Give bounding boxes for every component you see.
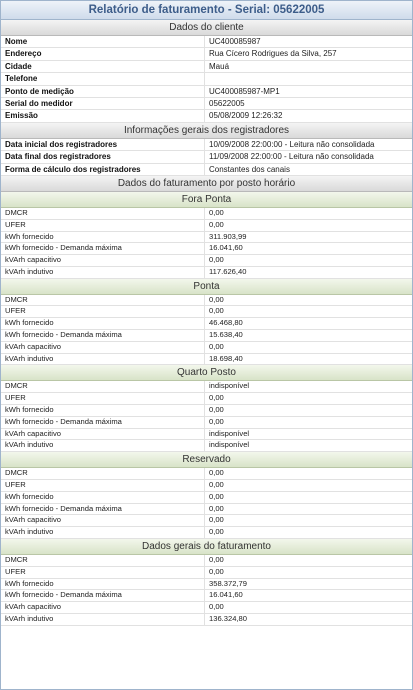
row-value: 46.468,80 — [209, 318, 243, 328]
table-row — [1, 354, 412, 366]
row-label: Cidade — [1, 61, 205, 72]
row-value: 358.372,79 — [209, 578, 248, 588]
row-label: Ponto de medição — [1, 86, 205, 97]
row-label: kWh fornecido - Demanda máxima — [1, 590, 205, 601]
table-row — [1, 417, 412, 429]
row-label: Telefone — [1, 73, 205, 84]
table-row — [1, 504, 412, 516]
row-label: UFER — [1, 393, 205, 404]
row-value: 15.638,40 — [209, 330, 243, 340]
row-value: 0,00 — [209, 393, 224, 403]
table-row — [1, 342, 412, 354]
row-label: kVArh indutivo — [1, 527, 205, 538]
row-value: 11/09/2008 22:00:00 - Leitura não consolidada — [209, 152, 374, 162]
table-row — [1, 480, 412, 492]
client-row-meter-serial — [1, 98, 412, 110]
row-value: indisponível — [209, 428, 250, 438]
row-label: UFER — [1, 567, 205, 578]
row-label: UFER — [1, 220, 205, 231]
table-row — [1, 602, 412, 614]
quarto-posto-header: Quarto Posto — [1, 365, 412, 381]
row-value: 0,00 — [209, 515, 224, 525]
client-row-measurement-point — [1, 86, 412, 98]
client-section-header: Dados do cliente — [1, 20, 412, 36]
row-value: 05622005 — [209, 98, 245, 108]
table-row — [1, 429, 412, 441]
client-row-address — [1, 48, 412, 60]
row-value: 05/08/2009 12:26:32 — [209, 111, 283, 121]
row-value: 16.041,60 — [209, 590, 243, 600]
row-label: kWh fornecido - Demanda máxima — [1, 504, 205, 515]
table-row — [1, 267, 412, 279]
row-value: 18.698,40 — [209, 353, 243, 363]
row-value: 0,00 — [209, 491, 224, 501]
report-title: Relatório de faturamento - Serial: 05622005 — [1, 1, 412, 20]
row-label: kVArh capacitivo — [1, 515, 205, 526]
row-label: kWh fornecido — [1, 405, 205, 416]
row-label: kWh fornecido - Demanda máxima — [1, 330, 205, 341]
row-value: 0,00 — [209, 255, 224, 265]
table-row — [1, 318, 412, 330]
row-value: 0,00 — [209, 480, 224, 490]
row-label: kVArh indutivo — [1, 267, 205, 278]
row-label: kWh fornecido - Demanda máxima — [1, 417, 205, 428]
table-row — [1, 381, 412, 393]
row-label: DMCR — [1, 381, 205, 392]
row-label: kWh fornecido — [1, 492, 205, 503]
row-label: kVArh capacitivo — [1, 342, 205, 353]
row-value: 0,00 — [209, 555, 224, 565]
row-value: UC400085987 — [209, 37, 261, 46]
row-label: Endereço — [1, 48, 205, 59]
registers-section-header: Informações gerais dos registradores — [1, 123, 412, 139]
table-row — [1, 306, 412, 318]
row-value: 0,00 — [209, 468, 224, 478]
table-row — [1, 220, 412, 232]
ponta-header: Ponta — [1, 279, 412, 295]
row-value: 0,00 — [209, 341, 224, 351]
row-label: kVArh capacitivo — [1, 429, 205, 440]
row-value: Constantes dos canais — [209, 164, 290, 174]
table-row — [1, 232, 412, 244]
row-label: Serial do medidor — [1, 98, 205, 109]
row-value: 0,00 — [209, 405, 224, 415]
row-label: kVArh indutivo — [1, 354, 205, 365]
registers-row-calc-method — [1, 164, 412, 176]
row-label: DMCR — [1, 208, 205, 219]
row-label: kVArh capacitivo — [1, 255, 205, 266]
row-value: 311.903,99 — [209, 231, 247, 241]
table-row — [1, 468, 412, 480]
registers-section — [1, 123, 412, 176]
row-label: Forma de cálculo dos registradores — [1, 164, 205, 175]
fora-ponta-header: Fora Ponta — [1, 192, 412, 208]
row-value: 0,00 — [209, 527, 224, 537]
row-value: indisponível — [209, 381, 250, 391]
row-value: 117.626,40 — [209, 266, 247, 276]
registers-row-end-date — [1, 151, 412, 163]
client-row-city — [1, 61, 412, 73]
client-row-name — [1, 36, 412, 48]
row-value: 0,00 — [209, 566, 224, 576]
row-value: 0,00 — [209, 416, 224, 426]
row-value: Mauá — [209, 61, 230, 71]
row-value: indisponível — [209, 440, 250, 450]
row-value: UC400085987-MP1 — [209, 86, 280, 96]
client-row-phone — [1, 73, 412, 85]
row-value: 0,00 — [209, 207, 224, 217]
row-value: 0,00 — [209, 602, 224, 612]
reservado-header: Reservado — [1, 452, 412, 468]
table-row — [1, 255, 412, 267]
row-label: DMCR — [1, 555, 205, 566]
row-value: 0,00 — [209, 503, 224, 513]
table-row — [1, 492, 412, 504]
registers-row-start-date — [1, 139, 412, 151]
row-label: Data inicial dos registradores — [1, 139, 205, 150]
row-label: UFER — [1, 306, 205, 317]
row-label: kWh fornecido — [1, 579, 205, 590]
row-value: 10/09/2008 22:00:00 - Leitura não consolidada — [209, 139, 375, 149]
client-row-issued — [1, 110, 412, 122]
row-label: Nome — [1, 36, 205, 47]
billing-section — [1, 176, 412, 626]
row-value: 0,00 — [209, 306, 224, 316]
table-row — [1, 579, 412, 591]
row-value: Rua Cícero Rodrigues da Silva, 257 — [209, 49, 337, 59]
table-row — [1, 243, 412, 255]
billing-section-header: Dados do faturamento por posto horário — [1, 176, 412, 192]
row-label: Emissão — [1, 110, 205, 121]
row-value — [205, 73, 412, 84]
table-row — [1, 393, 412, 405]
table-row — [1, 567, 412, 579]
row-value: 136.324,80 — [209, 614, 248, 624]
table-row — [1, 405, 412, 417]
client-section — [1, 20, 412, 123]
row-label: UFER — [1, 480, 205, 491]
row-value: 0,00 — [209, 294, 224, 304]
row-label: kWh fornecido — [1, 232, 205, 243]
table-row — [1, 295, 412, 307]
table-row — [1, 527, 412, 539]
row-value: 0,00 — [209, 219, 224, 229]
table-row — [1, 590, 412, 602]
billing-summary-header: Dados gerais do faturamento — [1, 539, 412, 555]
row-label: kVArh indutivo — [1, 614, 205, 625]
table-row — [1, 614, 412, 626]
row-label: DMCR — [1, 295, 205, 306]
row-label: kWh fornecido - Demanda máxima — [1, 243, 205, 254]
table-row — [1, 440, 412, 452]
row-label: kVArh indutivo — [1, 440, 205, 451]
table-row — [1, 515, 412, 527]
row-label: kVArh capacitivo — [1, 602, 205, 613]
row-label: kWh fornecido — [1, 318, 205, 329]
row-label: DMCR — [1, 468, 205, 479]
table-row — [1, 208, 412, 220]
row-label: Data final dos registradores — [1, 151, 205, 162]
row-value: 16.041,60 — [209, 243, 243, 253]
table-row — [1, 330, 412, 342]
table-row — [1, 555, 412, 567]
